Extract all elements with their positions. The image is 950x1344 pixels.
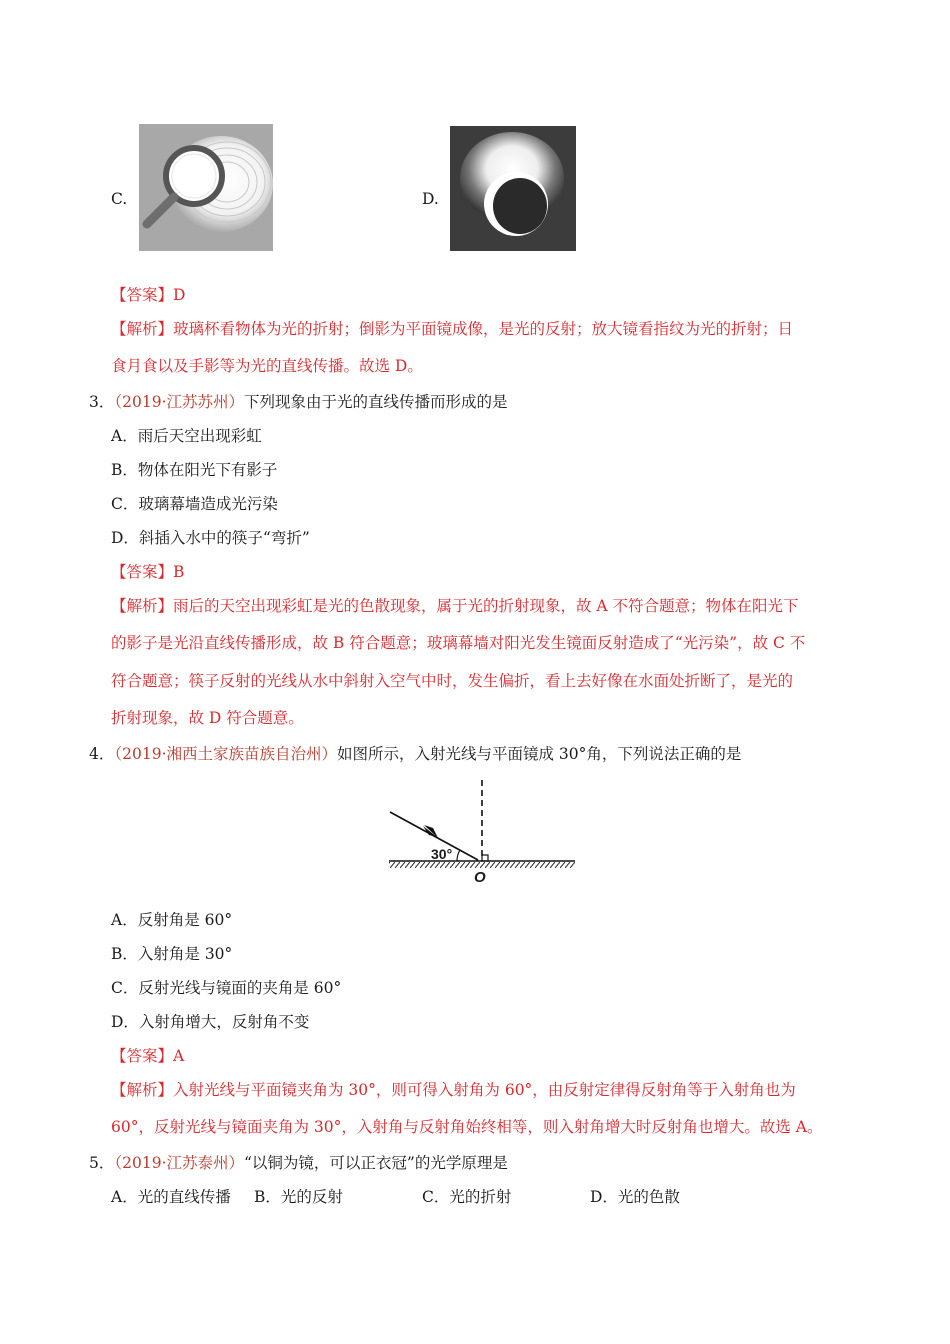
q3-analysis-line-4: 折射现象，故 D 符合题意。 [111, 709, 304, 727]
q3-analysis-line-1: 【解析】雨后的天空出现彩虹是光的色散现象，属于光的折射现象，故 A 不符合题意；物体在阳光下 [111, 597, 799, 615]
q3-option-d: D．斜插入水中的筷子“弯折” [111, 529, 310, 547]
q4-analysis-line-2: 60°，反射光线与镜面夹角为 30°，入射角与反射角始终相等，则入射角增大时反射角也增大。故选 A。 [111, 1118, 823, 1136]
q5-option-a: A．光的直线传播 [111, 1188, 231, 1206]
q2-answer: 【答案】D [111, 286, 186, 304]
q5-source: （2019·江苏泰州） [114, 1154, 244, 1172]
q5-stem-text: “以铜为镜，可以正衣冠”的光学原理是 [244, 1154, 508, 1172]
q4-option-d: D．入射角增大，反射角不变 [111, 1013, 310, 1031]
q4-stem-text: 如图所示，入射光线与平面镜成 30°角，下列说法正确的是 [337, 745, 742, 763]
q4-option-a: A．反射角是 60° [111, 911, 233, 929]
q4-answer: 【答案】A [111, 1047, 185, 1065]
q5-number: 5． [89, 1154, 115, 1172]
q5-option-d: D．光的色散 [590, 1188, 680, 1206]
q4-analysis-line-1: 【解析】入射光线与平面镜夹角为 30°，则可得入射角为 60°，由反射定律得反射角等于入射角也为 [111, 1081, 796, 1099]
q4-option-b: B．入射角是 30° [111, 945, 233, 963]
q5-option-c: C．光的折射 [422, 1188, 512, 1206]
magnifier-fingerprint-image [139, 124, 273, 251]
q3-analysis-line-2: 的影子是光沿直线传播形成，故 B 符合题意；玻璃幕墙对阳光发生镜面反射造成了“光污染”，故 C 不 [111, 634, 806, 652]
q4-number: 4． [89, 745, 115, 763]
q4-source: （2019·湘西土家族苗族自治州） [114, 745, 337, 763]
point-o-label: O [474, 869, 486, 886]
q3-answer: 【答案】B [111, 563, 185, 581]
q3-option-b: B．物体在阳光下有影子 [111, 461, 278, 479]
q2-option-c-label: C. [111, 190, 128, 208]
q3-number: 3． [89, 393, 115, 411]
q2-option-d-label: D. [422, 190, 439, 208]
angle-label: 30° [431, 846, 453, 862]
q2-analysis-line-2: 食月食以及手影等为光的直线传播。故选 D。 [111, 357, 423, 375]
q4-option-c: C．反射光线与镜面的夹角是 60° [111, 979, 342, 997]
q3-analysis-line-3: 符合题意；筷子反射的光线从水中斜射入空气中时，发生偏折，看上去好像在水面处折断了，是光的 [111, 672, 794, 690]
q5-stem [89, 1152, 508, 1174]
q3-stem-text: 下列现象由于光的直线传播而形成的是 [244, 393, 508, 411]
q4-stem [89, 743, 741, 765]
q3-option-a: A．雨后天空出现彩虹 [111, 427, 262, 445]
q3-option-c: C．玻璃幕墙造成光污染 [111, 495, 278, 513]
q3-stem [89, 391, 508, 413]
q2-analysis-line-1: 【解析】玻璃杯看物体为光的折射；倒影为平面镜成像，是光的反射；放大镜看指纹为光的折射；日 [111, 320, 794, 338]
q3-source: （2019·江苏苏州） [114, 393, 244, 411]
q5-option-b: B．光的反射 [254, 1188, 343, 1206]
eclipse-image [450, 126, 576, 251]
